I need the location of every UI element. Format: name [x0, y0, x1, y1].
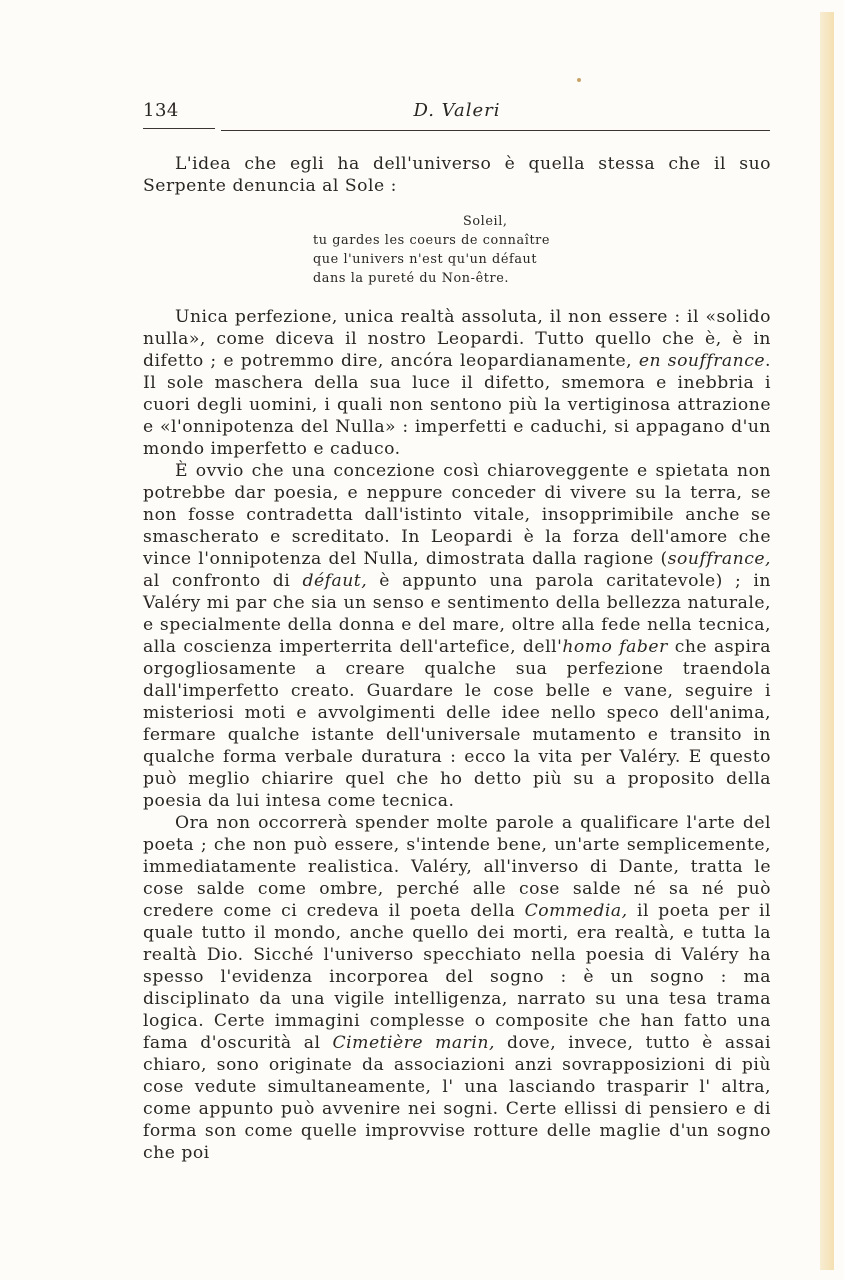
text-run: Unica perfezione, unica realtà assoluta, il non essere : il «solido nulla», come diceva il nostro Leopardi. Tutto quello che è, è in difetto ; e potremmo dire, ancóra leopardianamente,: [143, 307, 771, 371]
paragraph-2: [143, 460, 771, 812]
italic-run: souffrance,: [667, 549, 771, 569]
italic-run: Cimetière marin,: [332, 1033, 495, 1053]
text-run: Ora non occorrerà spender molte parole a qualificare l'arte del poeta ; che non può essere, s'intende bene, un'arte semplicemente, immediatamente realistica. Valéry, all'inverso di Dante, tratta le cose salde come ombre, perché alle cose salde né sa né può credere come ci credeva il poeta della: [143, 813, 771, 921]
text-run: È ovvio che una concezione così chiaroveggente e spietata non potrebbe dar poesia, e neppure conceder di vivere su la terra, se non fosse contradetta dall'istinto vitale, insopprimibile anche se smascherato e screditato. In Leopardi è la forza dell'amore che vince l'onnipotenza del Nulla, dimostrata dalla ragione (: [143, 461, 771, 569]
header-rule-short: [143, 128, 215, 129]
intro-paragraph: L'idea che egli ha dell'universo è quella stessa che il suo Serpente denuncia al Sole :: [143, 154, 771, 196]
paragraph-1: [143, 306, 771, 460]
header-rule-long: [221, 130, 770, 131]
verse-quotation: [313, 212, 771, 288]
page-header: [143, 100, 771, 130]
verse-line: dans la pureté du Non-être.: [313, 271, 510, 286]
running-head: D. Valeri: [413, 100, 501, 121]
text-run: . Il sole maschera della sua luce il difetto, smemora e inebbria i cuori degli uomini, i quali non sentono più la vertiginosa attrazione e «l'onnipotenza del Nulla» : imperfetti e caduchi, si appagano d'un mondo imperfetto e caduco.: [143, 351, 772, 459]
paragraph-3: [143, 812, 771, 1164]
verse-line: Soleil,: [463, 214, 508, 229]
verse-line: que l'univers n'est qu'un défaut: [313, 252, 538, 267]
verse-line: tu gardes les coeurs de connaître: [313, 233, 551, 248]
text-run: al confronto di: [143, 571, 303, 591]
text-run: il poeta per il quale tutto il mondo, anche quello dei morti, era realtà, e tutta la realtà Dio. Sicché l'universo specchiato nella poesia di Valéry ha spesso l'evidenza incorporea del sogno : è un sogno : ma disciplinato da una vigile intelligenza, narrato su una tesa trama logica. Certe immagini complesse o composite che han fatto una fama d'oscurità al: [143, 901, 771, 1053]
text-run: che aspira orgogliosamente a creare qualche sua perfezione traendola dall'imperfetto creato. Guardare le cose belle e vane, seguire i misteriosi moti e avvolgimenti delle idee nello speco dell'anima, fermare qualche istante dell'universale mutamento e transito in qualche forma verbale duratura : ecco la vita per Valéry. E questo può meglio chiarire quel che ho detto più su a proposito della poesia da lui intesa come tecnica.: [143, 637, 771, 811]
body-text: [143, 153, 771, 1164]
page-edge-discoloration: [820, 12, 834, 1270]
text-run: dove, invece, tutto è assai chiaro, sono originate da associazioni anzi sovrapposizioni di più cose vedute simultaneamente, l' una lasciando trasparir l' altra, come appunto può avvenire nei sogni. Certe ellissi di pensiero e di forma son come quelle improvvise rotture delle maglie d'un sogno che poi: [143, 1033, 771, 1163]
italic-run: Commedia,: [524, 901, 628, 921]
ink-blot: [577, 78, 581, 82]
text-run: è appunto una parola caritatevole) ; in Valéry mi par che sia un senso e sentimento della bellezza naturale, e specialmente della donna e del mare, oltre alla fede nella tecnica, alla coscienza imperterrita dell'artefice, dell': [143, 571, 771, 657]
italic-run: en souffrance: [638, 351, 766, 371]
italic-run: homo faber: [562, 637, 668, 657]
page-number: 134: [143, 100, 179, 121]
italic-run: défaut,: [302, 571, 368, 591]
